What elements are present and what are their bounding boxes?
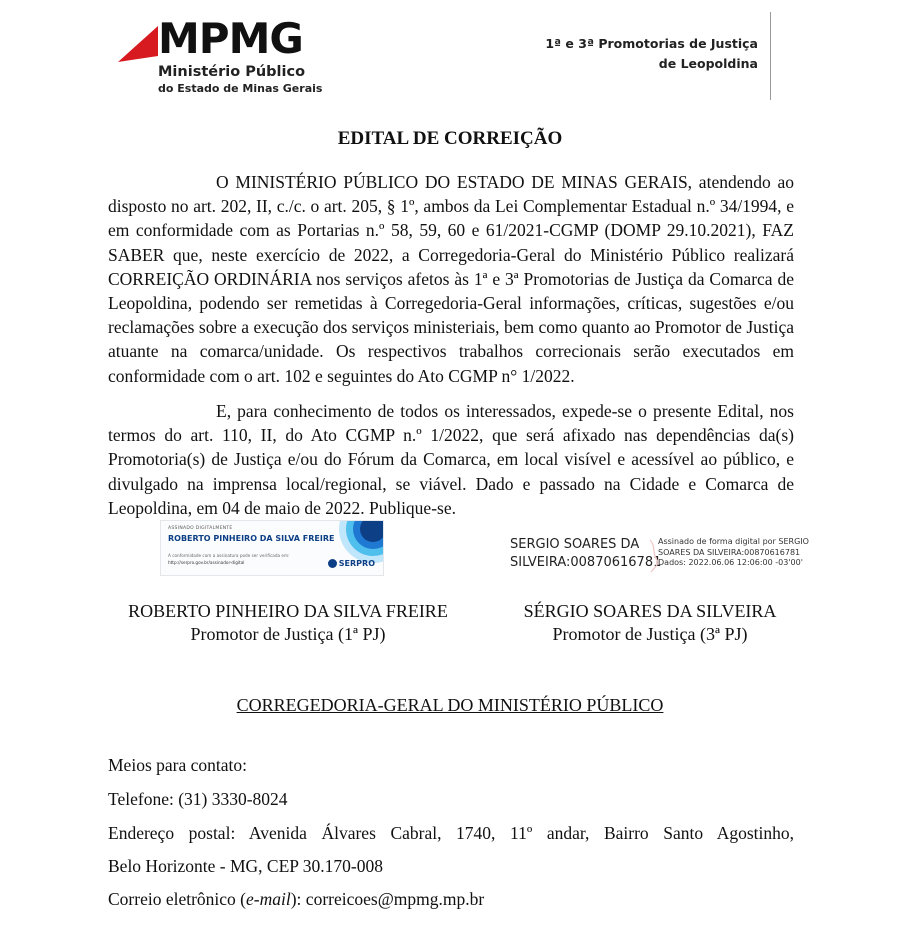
logo-line1: Ministério Público	[158, 64, 306, 80]
contact-email	[108, 889, 484, 910]
logo-acronym: MPMG	[158, 14, 303, 63]
document-title: EDITAL DE CORREIÇÃO	[337, 128, 563, 149]
unit-name	[545, 34, 758, 74]
corregedoria-heading: CORREGEDORIA-GERAL DO MINISTÉRIO PÚBLICO	[236, 695, 664, 715]
stamp-note: A conformidade com a assinatura pode ser verificada em:	[168, 553, 290, 558]
signer-name: ROBERTO PINHEIRO DA SILVA FREIRE	[128, 601, 448, 621]
stamp-signer-name	[510, 536, 661, 572]
contact-phone: Telefone: (31) 3330-8024	[108, 789, 288, 809]
signer-role: Promotor de Justiça (3ª PJ)	[552, 624, 748, 644]
paragraph-1-text: O MINISTÉRIO PÚBLICO DO ESTADO DE MINAS GERAIS, atendendo ao disposto no art. 202, II, c./c. o art. 205, § 1º, ambos da Lei Complementar Estadual n.º 34/1994, e em conformidade com as Portarias n.º 58, 59, 60 e 61/2021-CGMP (DOMP 29.10.2021), FAZ SABER que, neste exercício de 2022, a Corregedoria-Geral do Ministério Público realizará CORREIÇÃO ORDINÁRIA nos serviços afetos às 1ª e 3ª Promotorias de Justiça da Comarca de Leopoldina, podendo ser remetidas à Corregedoria-Geral informações, críticas, sugestões e/ou reclamações sobre a execução dos serviços ministeriais, bem como quanto ao Promotor de Justiça atuante na comarca/unidade. Os respectivos trabalhos correcionais serão executados em conformidade com o art. 102 e seguintes do Ato CGMP n° 1/2022.	[108, 172, 794, 386]
logo-line2: do Estado de Minas Gerais	[158, 82, 323, 95]
mpmg-triangle-icon	[118, 26, 162, 62]
stamp-name-line2: SILVEIRA:00870616781	[510, 555, 662, 570]
stamp-name-line1: SERGIO SOARES DA	[510, 537, 640, 552]
serpro-brand	[328, 559, 375, 568]
serpro-signature-stamp	[160, 520, 384, 576]
signer-role: Promotor de Justiça (1ª PJ)	[190, 624, 386, 644]
email-address[interactable]: ): correicoes@mpmg.mp.br	[290, 889, 485, 909]
mpmg-logo	[118, 14, 323, 100]
email-italic: e-mail	[246, 889, 291, 909]
stamp-info-line1: Assinado de forma digital por SERGIO	[658, 537, 809, 546]
paragraph-2-text: E, para conhecimento de todos os interessados, expede-se o presente Edital, nos termos do art. 110, II, do Ato CGMP n.º 1/2022, que será afixado nas dependências da(s) Promotoria(s) de Justiça e/ou do Fórum da Comarca, em local visível e acessível ao público, e divulgado na imprensa local/regional, se viável. Dado e passado na Cidade e Comarca de Leopoldina, em 04 de maio de 2022. Publique-se.	[108, 401, 794, 518]
serpro-brand-text: SERPRO	[338, 559, 375, 568]
signer-block-1	[108, 600, 468, 646]
paragraph-1	[108, 170, 794, 388]
contact-address-line1: Endereço postal: Avenida Álvares Cabral, 1740, 11º andar, Bairro Santo Agostinho,	[108, 823, 794, 843]
serpro-logo-icon	[328, 559, 337, 568]
signer-block-2	[505, 600, 795, 646]
digital-signature-stamp	[510, 536, 810, 576]
unit-line2: de Leopoldina	[658, 56, 758, 71]
stamp-url[interactable]: http://serpro.gov.br/assinador-digital	[168, 560, 245, 565]
contact-label: Meios para contato:	[108, 755, 247, 775]
stamp-info-line3: Dados: 2022.06.06 12:06:00 -03'00'	[658, 558, 803, 567]
contact-address-line2: Belo Horizonte - MG, CEP 30.170-008	[108, 856, 383, 876]
header-divider	[770, 12, 771, 100]
unit-line1: 1ª e 3ª Promotorias de Justiça	[545, 36, 758, 51]
stamp-caption: ASSINADO DIGITALMENTE	[168, 526, 233, 531]
stamp-info	[658, 537, 809, 569]
stamp-signer-name: ROBERTO PINHEIRO DA SILVA FREIRE	[168, 534, 335, 543]
email-prefix: Correio eletrônico (	[108, 889, 247, 909]
signer-name: SÉRGIO SOARES DA SILVEIRA	[523, 601, 777, 621]
stamp-info-line2: SOARES DA SILVEIRA:00870616781	[658, 547, 801, 557]
paragraph-2	[108, 399, 794, 520]
